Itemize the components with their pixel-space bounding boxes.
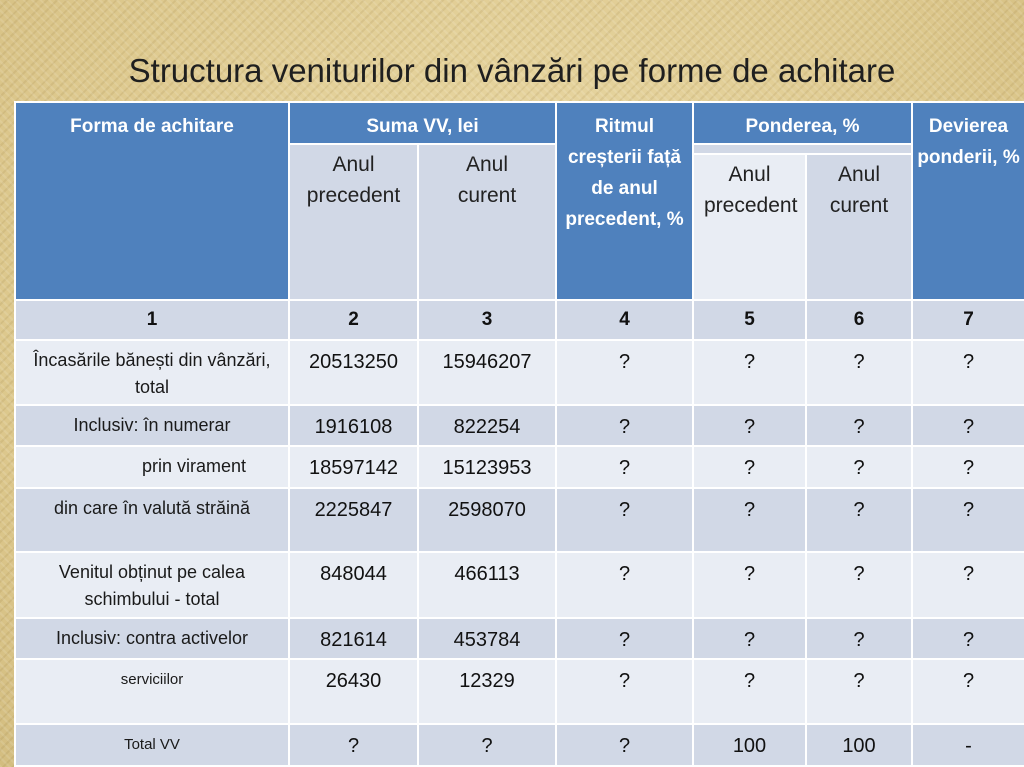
row-label: Total VV [15, 724, 289, 766]
table-row [15, 724, 1024, 766]
cell-devierea: ? [912, 446, 1024, 488]
row-label: serviciilor [15, 659, 289, 724]
header-forma: Forma de achitare [15, 102, 289, 300]
cell-ritmul: ? [556, 446, 693, 488]
cell-pond-prev: ? [693, 552, 806, 618]
cell-curr: 2598070 [418, 488, 556, 552]
cell-pond-prev: ? [693, 446, 806, 488]
column-number-row [15, 300, 1024, 340]
cell-prev: 26430 [289, 659, 418, 724]
cell-ritmul: ? [556, 340, 693, 405]
subheader-pond-curr: Anul curent [806, 154, 912, 300]
cell-curr: 15123953 [418, 446, 556, 488]
cell-curr: ? [418, 724, 556, 766]
cell-prev: 20513250 [289, 340, 418, 405]
cell-curr: 466113 [418, 552, 556, 618]
table-row [15, 340, 1024, 405]
cell-pond-prev: ? [693, 340, 806, 405]
cell-pond-curr: ? [806, 340, 912, 405]
row-label: Încasările bănești din vânzări, total [15, 340, 289, 405]
cell-pond-prev: ? [693, 488, 806, 552]
header-devierea: Devierea ponderii, % [912, 102, 1024, 300]
cell-prev: 1916108 [289, 405, 418, 446]
cell-ritmul: ? [556, 405, 693, 446]
column-number: 2 [289, 300, 418, 340]
cell-devierea: ? [912, 405, 1024, 446]
cell-prev: 848044 [289, 552, 418, 618]
cell-prev: 18597142 [289, 446, 418, 488]
cell-curr: 453784 [418, 618, 556, 659]
table-row [15, 618, 1024, 659]
row-label: Inclusiv: contra activelor [15, 618, 289, 659]
cell-ritmul: ? [556, 552, 693, 618]
cell-pond-prev: ? [693, 618, 806, 659]
column-number: 4 [556, 300, 693, 340]
header-ritmul: Ritmul creșterii față de anul precedent, % [556, 102, 693, 300]
cell-pond-curr: 100 [806, 724, 912, 766]
table-row [15, 405, 1024, 446]
row-label: Venitul obținut pe calea schimbului - total [15, 552, 289, 618]
cell-pond-prev: 100 [693, 724, 806, 766]
cell-pond-prev: ? [693, 405, 806, 446]
cell-pond-curr: ? [806, 552, 912, 618]
subheader-gap [693, 144, 912, 154]
table-row [15, 488, 1024, 552]
revenue-structure-table [14, 101, 1024, 767]
header-suma: Suma VV, lei [289, 102, 556, 144]
column-number: 5 [693, 300, 806, 340]
cell-prev: 821614 [289, 618, 418, 659]
cell-pond-prev: ? [693, 659, 806, 724]
cell-devierea: ? [912, 552, 1024, 618]
cell-ritmul: ? [556, 724, 693, 766]
table-row [15, 446, 1024, 488]
cell-prev: ? [289, 724, 418, 766]
table-row [15, 552, 1024, 618]
cell-curr: 822254 [418, 405, 556, 446]
cell-pond-curr: ? [806, 488, 912, 552]
column-number: 6 [806, 300, 912, 340]
row-label: prin virament [15, 446, 289, 488]
cell-curr: 12329 [418, 659, 556, 724]
cell-pond-curr: ? [806, 618, 912, 659]
cell-pond-curr: ? [806, 446, 912, 488]
cell-devierea: ? [912, 340, 1024, 405]
column-number: 3 [418, 300, 556, 340]
cell-prev: 2225847 [289, 488, 418, 552]
subheader-suma-prev: Anul precedent [289, 144, 418, 300]
column-number: 7 [912, 300, 1024, 340]
cell-devierea: - [912, 724, 1024, 766]
header-ponderea: Ponderea, % [693, 102, 912, 144]
cell-pond-curr: ? [806, 405, 912, 446]
cell-devierea: ? [912, 618, 1024, 659]
cell-ritmul: ? [556, 488, 693, 552]
cell-ritmul: ? [556, 618, 693, 659]
cell-devierea: ? [912, 659, 1024, 724]
column-number: 1 [15, 300, 289, 340]
row-label: din care în valută străină [15, 488, 289, 552]
slide-title: Structura veniturilor din vânzări pe forme de achitare [128, 52, 896, 89]
cell-ritmul: ? [556, 659, 693, 724]
row-label: Inclusiv: în numerar [15, 405, 289, 446]
cell-pond-curr: ? [806, 659, 912, 724]
table-row [15, 659, 1024, 724]
subheader-suma-curr: Anul curent [418, 144, 556, 300]
subheader-pond-prev: Anul precedent [693, 154, 806, 300]
cell-curr: 15946207 [418, 340, 556, 405]
cell-devierea: ? [912, 488, 1024, 552]
